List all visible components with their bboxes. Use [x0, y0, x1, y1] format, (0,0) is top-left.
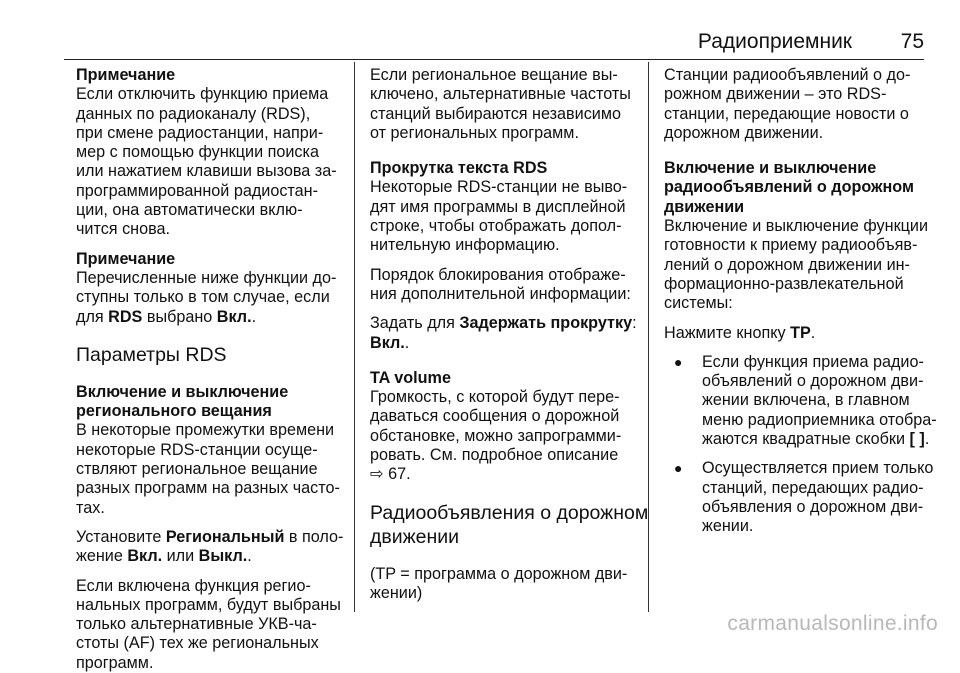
watermark: carmanualsonline.info	[727, 612, 938, 635]
setting-value-on: Вкл.	[370, 333, 405, 352]
text-line: готовности к приему радиообъяв-	[664, 236, 918, 255]
text-line: тах.	[76, 498, 105, 517]
text-line: от региональных программ.	[370, 123, 579, 142]
text-line: станции, передающие новости о	[664, 104, 909, 123]
text-line: при смене радиостанции, напри-	[76, 123, 324, 142]
subsection-heading: радиообъявлений о дорожном	[664, 178, 914, 197]
subsection-heading: TA volume	[370, 368, 451, 387]
page-reference: 67.	[388, 465, 411, 484]
text-line: чится снова.	[76, 220, 171, 239]
text-line: жение Вкл. или Выкл..	[76, 547, 252, 566]
text-line: дят имя программы в дисплейной	[370, 197, 626, 216]
setting-value-off: Выкл.	[198, 547, 248, 566]
text-line: нальных программ, будут выбраны	[76, 595, 341, 614]
text-line: дорожном движении.	[664, 123, 824, 142]
bullet-icon: ●	[674, 353, 683, 370]
text-line: (TP = программа о дорожном дви-	[370, 564, 628, 583]
text-line: для RDS выбрано Вкл..	[76, 307, 257, 326]
text-line: рожном движении – это RDS-	[664, 85, 887, 104]
text-line: некоторые RDS-станции осуще-	[76, 440, 318, 459]
text-line: нительную информацию.	[370, 236, 560, 255]
text-line: или нажатием клавиши вызова за-	[76, 162, 337, 181]
text-line: Включение и выключение функции	[664, 217, 929, 236]
text-line: станций, передающих радио-	[702, 478, 924, 497]
column-3	[664, 66, 937, 537]
text-line: Если региональное вещание вы-	[370, 66, 618, 84]
page-title: Радиоприемник	[697, 30, 852, 53]
text-line	[370, 465, 640, 484]
subsection-heading: Прокрутка текста RDS	[370, 159, 548, 178]
note-body	[76, 85, 346, 239]
note-heading: Примечание	[76, 249, 176, 268]
text-line: обстановке, можно запрограмми-	[370, 426, 622, 445]
column-1	[76, 66, 346, 673]
list-item	[664, 459, 934, 536]
text-line: жаются квадратные скобки [ ].	[702, 430, 930, 449]
text-line: жении)	[370, 583, 423, 602]
text-line: В некоторые промежутки времени	[76, 421, 335, 440]
text-line: программ.	[76, 653, 154, 672]
subsection-heading: Включение и выключение	[664, 159, 877, 178]
list-item	[664, 352, 937, 449]
setting-value-on: Вкл.	[216, 307, 252, 326]
text-line: программированной радиостан-	[76, 181, 318, 200]
bracket-symbol: [ ]	[909, 430, 925, 449]
section-title: движении	[370, 525, 460, 548]
text-line: системы:	[664, 294, 733, 313]
setting-name: Региональный	[165, 527, 285, 546]
text-line: объявления о дорожном дви-	[702, 497, 924, 516]
column-divider-1	[354, 62, 355, 612]
text-line: Перечисленные ниже функции до-	[76, 268, 337, 287]
page-header	[0, 30, 960, 60]
text-line: жении.	[702, 517, 754, 536]
text-line: меню радиоприемника отобра-	[702, 410, 937, 429]
text-line: только альтернативные УКВ-ча-	[76, 615, 317, 634]
text-line: мер с помощью функции поиска	[76, 143, 319, 162]
text-line: жении включена, в главном	[702, 391, 910, 410]
page-number: 75	[900, 30, 924, 53]
text-line: формационно-развлекательной	[664, 274, 904, 293]
page-reference-icon: ⇨	[370, 465, 389, 484]
text-line: ния дополнительной информации:	[370, 284, 631, 303]
text-line: объявлений о дорожном дви-	[702, 372, 924, 391]
column-divider-2	[648, 62, 649, 612]
rds-setting-name: RDS	[108, 307, 143, 326]
subsection-heading: Включение и выключение	[76, 382, 289, 401]
text-line: Станции радиообъявлений о до-	[664, 66, 911, 84]
text-line: данных по радиоканалу (RDS),	[76, 104, 311, 123]
note-heading: Примечание	[76, 66, 176, 84]
text-line: даваться сообщения о дорожной	[370, 407, 620, 426]
column-2	[370, 66, 649, 603]
text-line: ступны только в том случае, если	[76, 288, 330, 307]
text-line: Осуществляется прием только	[702, 459, 934, 478]
section-title: Параметры RDS	[76, 343, 227, 366]
text-line: станций выбираются независимо	[370, 104, 621, 123]
setting-value-on: Вкл.	[127, 547, 163, 566]
text-line: Громкость, с которой будут пере-	[370, 388, 620, 407]
section-title: Радиообъявления о дорожном	[370, 501, 649, 524]
note-body	[76, 269, 346, 327]
text-line: Установите Региональный в поло-	[76, 527, 344, 546]
text-line: ции, она автоматически вклю-	[76, 201, 303, 220]
text-line: ровать. См. подробное описание	[370, 446, 619, 465]
text-line: ствляют региональное вещание	[76, 460, 318, 479]
text-line: Если включена функция регио-	[76, 576, 311, 595]
text-line: Некоторые RDS-станции не выво-	[370, 178, 628, 197]
text-line: стоты (AF) тех же региональных	[76, 634, 319, 653]
text-line: строке, чтобы отображать допол-	[370, 217, 622, 236]
header-divider	[64, 59, 924, 60]
button-name: TP	[790, 323, 811, 342]
text-line: разных программ на разных часто-	[76, 479, 340, 498]
text-line: Порядок блокирования отображе-	[370, 265, 626, 284]
bullet-icon: ●	[674, 460, 683, 477]
text-line: Вкл..	[370, 333, 410, 352]
text-line: Если отключить функцию приема	[76, 85, 329, 104]
text-line: ключено, альтернативные частоты	[370, 85, 631, 104]
text-line: лений о дорожном движении ин-	[664, 255, 910, 274]
text-line: Задать для Задержать прокрутку:	[370, 314, 637, 333]
setting-name: Задержать прокрутку	[459, 314, 633, 333]
subsection-heading: регионального вещания	[76, 402, 272, 421]
text-line: Если функция приема радио-	[702, 352, 924, 371]
subsection-heading: движении	[664, 197, 745, 216]
text-line: Нажмите кнопку TP.	[664, 323, 816, 342]
